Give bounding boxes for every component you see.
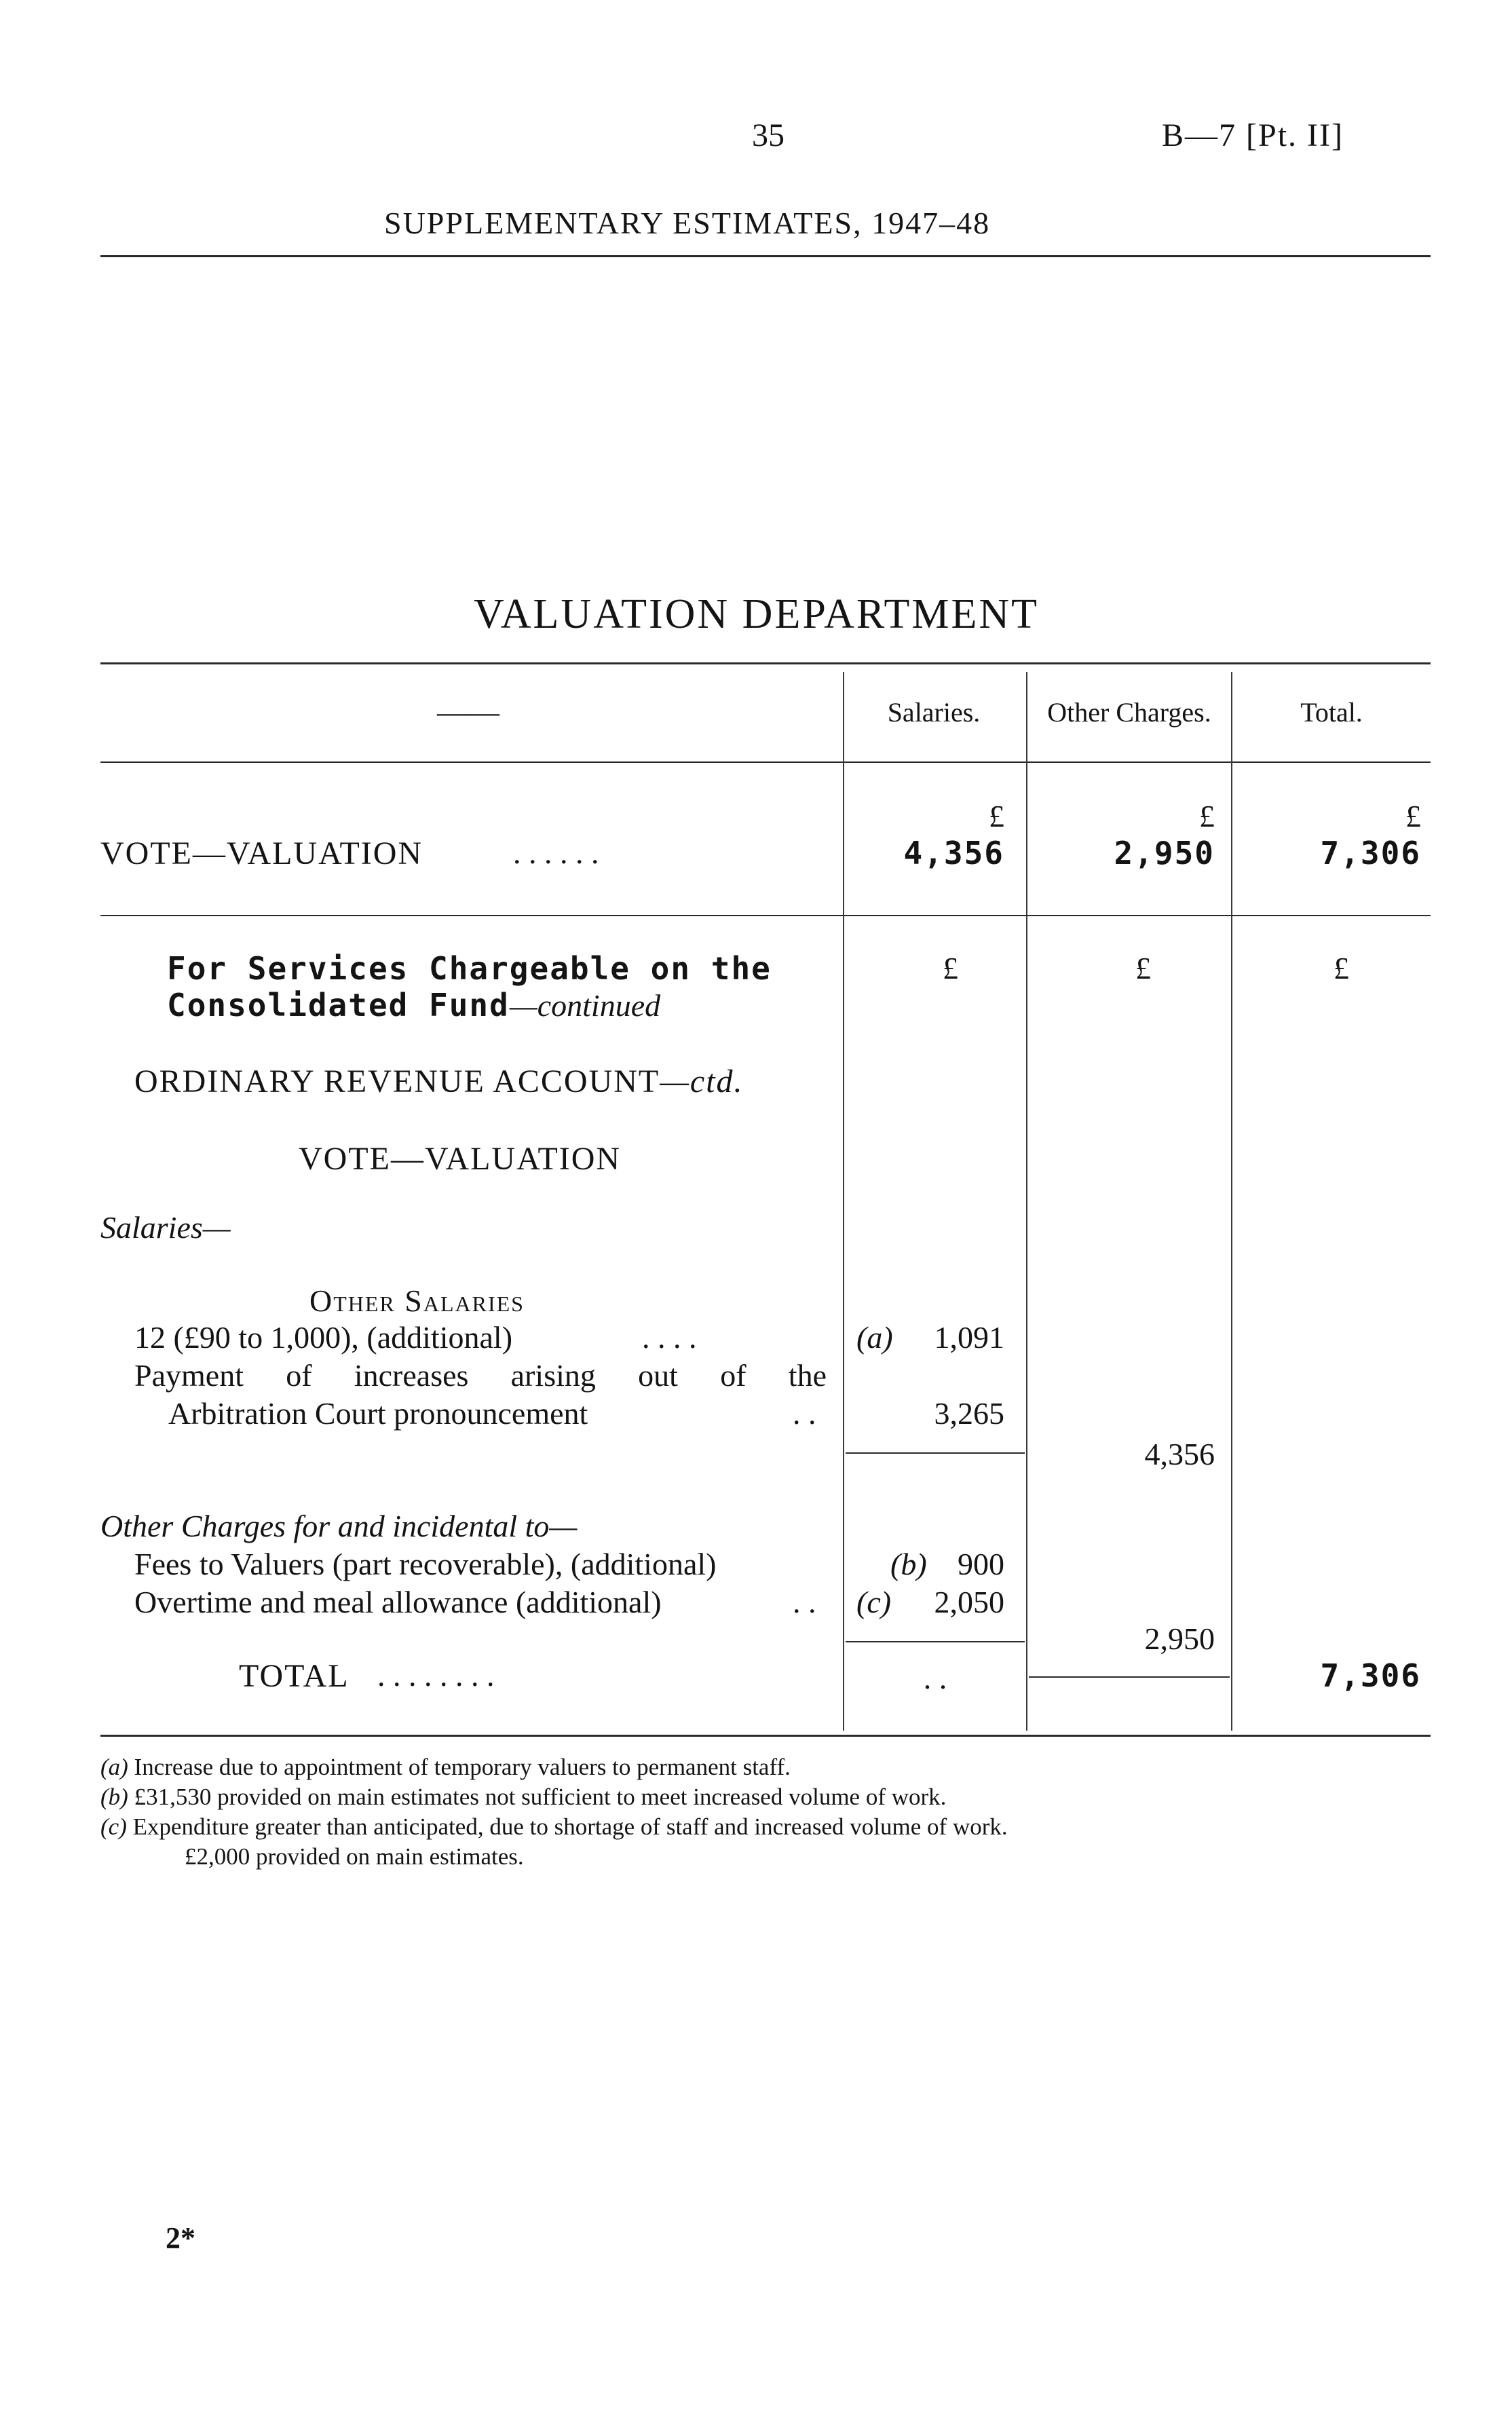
total-other-charges-rule (1029, 1676, 1230, 1678)
item-temporary-valuers-label: 12 (£90 to 1,000), (additional) (134, 1320, 513, 1355)
footnote-b (100, 1784, 946, 1811)
other-charges-subtotal-value: 2,950 (1144, 1621, 1215, 1656)
item-arbitration-line1: Payment of increases arising out of the (134, 1358, 827, 1393)
summary-currency-salaries: £ (989, 799, 1004, 833)
column-other-charges-header: Other Charges. (1047, 697, 1211, 728)
item-overtime-leaders: . . (793, 1585, 816, 1619)
other-charges-subtotal-rule (846, 1641, 1025, 1642)
column-divider-total (1231, 672, 1232, 1731)
footnote-c-continued: £2,000 provided on main estimates. (185, 1843, 524, 1870)
column-divider-salaries (843, 672, 844, 1731)
salaries-heading: Salaries— (100, 1210, 231, 1245)
item-arbitration-line2: Arbitration Court pronouncement (168, 1396, 588, 1431)
column-divider-other-charges (1026, 672, 1027, 1731)
footnote-c-mark: (c) (100, 1813, 127, 1840)
summary-leaders: . . . . . . (513, 835, 599, 870)
other-salaries-heading: Other Salaries (309, 1283, 525, 1318)
page-number: 35 (752, 117, 785, 153)
column-salaries-header: Salaries. (887, 697, 981, 728)
summary-currency-total: £ (1405, 799, 1421, 833)
footnote-a (100, 1754, 791, 1781)
item-fees-valuers-label: Fees to Valuers (part recoverable), (additional) (134, 1547, 717, 1581)
summary-total-value: 7,306 (1320, 835, 1421, 871)
table-bottom-rule (100, 1735, 1431, 1737)
page-title: SUPPLEMENTARY ESTIMATES, 1947–48 (384, 206, 991, 240)
footnote-b-text: £31,530 provided on main estimates not sufficient to meet increased volume of work. (134, 1784, 947, 1810)
item-overtime-label: Overtime and meal allowance (additional) (134, 1585, 662, 1619)
footnote-a-mark: (a) (100, 1754, 128, 1780)
item-arbitration-leaders: . . (793, 1396, 816, 1431)
summary-vote-label: VOTE—VALUATION (100, 835, 423, 871)
footnote-b-mark: (b) (100, 1784, 128, 1810)
other-charges-heading: Other Charges for and incidental to— (100, 1509, 578, 1543)
summary-currency-other: £ (1199, 799, 1215, 833)
summary-rule (100, 915, 1431, 916)
total-label: TOTAL (239, 1658, 349, 1694)
footnote-c-text: Expenditure greater than anticipated, due to shortage of staff and increased volume of work. (132, 1813, 1008, 1840)
signature-mark: 2* (166, 2221, 195, 2255)
account-heading-main: ORDINARY REVENUE ACCOUNT (134, 1063, 660, 1099)
header-rule (100, 255, 1431, 257)
detail-currency-salaries: £ (943, 951, 958, 985)
summary-other-charges-value: 2,950 (1114, 835, 1215, 871)
grand-total-value: 7,306 (1320, 1657, 1421, 1694)
footnote-a-text: Increase due to appointment of temporary valuers to permanent staff. (134, 1754, 791, 1780)
column-blank-header: —— (437, 694, 499, 729)
vote-heading: VOTE—VALUATION (299, 1141, 622, 1177)
account-heading-ctd: —ctd. (660, 1063, 744, 1099)
account-heading (134, 1063, 744, 1100)
item-temporary-valuers-leaders: . . . . (642, 1320, 697, 1355)
item-overtime-value: 2,050 (934, 1585, 1004, 1619)
section-heading-continued: —continued (509, 988, 661, 1023)
item-temporary-valuers-note: (a) (856, 1320, 893, 1355)
footnote-c (100, 1813, 1008, 1841)
item-fees-valuers-note: (b) (890, 1547, 927, 1581)
salaries-subtotal-value: 4,356 (1144, 1437, 1215, 1471)
section-heading-bold: Consolidated Fund (167, 987, 510, 1023)
salaries-subtotal-rule (846, 1452, 1025, 1454)
item-arbitration-value: 3,265 (934, 1396, 1004, 1431)
detail-currency-other: £ (1135, 951, 1151, 985)
section-heading-line2 (167, 987, 660, 1023)
department-title: VALUATION DEPARTMENT (474, 591, 1040, 637)
total-salaries-leaders: . . (923, 1661, 947, 1695)
total-leaders: . . . . . . . . (377, 1658, 495, 1693)
section-heading-line1: For Services Chargeable on the (167, 950, 772, 987)
item-fees-valuers-value: 900 (958, 1547, 1004, 1581)
item-temporary-valuers-value: 1,091 (934, 1320, 1004, 1355)
item-overtime-note: (c) (856, 1585, 892, 1619)
document-reference: B—7 [Pt. II] (1162, 117, 1344, 153)
detail-currency-total: £ (1334, 951, 1349, 985)
column-total-header: Total. (1300, 697, 1363, 728)
table-top-rule (100, 662, 1431, 664)
summary-salaries-value: 4,356 (903, 835, 1004, 871)
